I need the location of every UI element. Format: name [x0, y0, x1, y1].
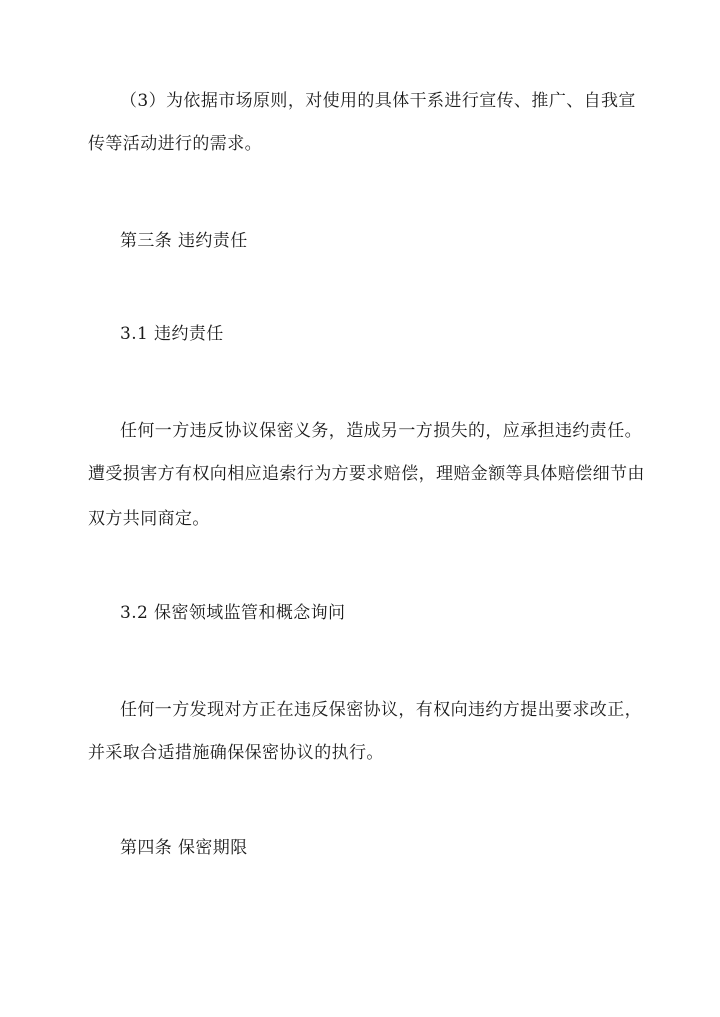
article-3-heading: 第三条 违约责任: [120, 231, 248, 251]
paragraph-3-1-line-3: 双方共同商定。: [88, 509, 210, 529]
section-3-1-heading: 3.1 违约责任: [120, 324, 224, 344]
paragraph-3-1-line-2: 遭受损害方有权向相应追索行为方要求赔偿，理赔金额等具体赔偿细节由: [88, 464, 645, 484]
paragraph-3-2-line-1: 任何一方发现对方正在违反保密协议，有权向违约方提出要求改正，: [120, 700, 642, 720]
paragraph-3-2-line-2: 并采取合适措施确保保密协议的执行。: [88, 743, 384, 763]
paragraph-3-line-1: （3）为依据市场原则，对使用的具体干系进行宣传、推广、自我宣: [120, 91, 636, 111]
section-3-2-heading: 3.2 保密领域监管和概念询问: [120, 603, 346, 623]
article-4-heading: 第四条 保密期限: [120, 838, 248, 858]
paragraph-3-line-2: 传等活动进行的需求。: [88, 134, 262, 154]
paragraph-3-1-line-1: 任何一方违反协议保密义务，造成另一方损失的，应承担违约责任。: [120, 421, 642, 441]
